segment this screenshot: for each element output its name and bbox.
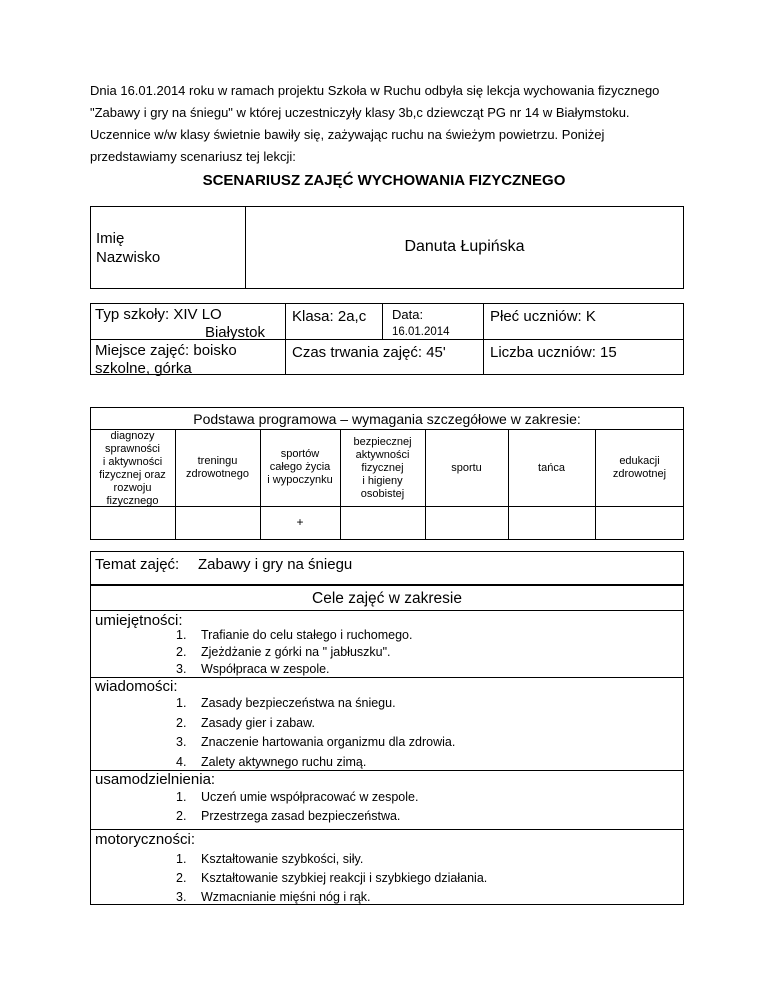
list-item: 2. Przestrzega zasad bezpieczeństwa.	[176, 807, 418, 826]
intro-paragraph	[90, 80, 690, 168]
col-text: rozwoju	[113, 482, 152, 494]
list-item: 3. Współpraca w zespole.	[176, 662, 330, 676]
list-item: 3. Znaczenie hartowania organizmu dla zdrowia.	[176, 733, 455, 753]
list-item: 1. Uczeń umie współpracować w zespole.	[176, 788, 418, 807]
col-text: i aktywności	[102, 456, 163, 468]
list-item: 2. Kształtowanie szybkiej reakcji i szybkiego działania.	[176, 869, 487, 888]
item-text: Zjeżdżanie z górki na " jabłuszku".	[201, 645, 391, 659]
curriculum-col-sport	[425, 462, 508, 475]
skills-list	[176, 627, 412, 678]
independence-list	[176, 788, 418, 826]
col-text: sportu	[451, 462, 482, 474]
teacher-label-last: Nazwisko	[96, 249, 161, 266]
intro-line: "Zabawy i gry na śniegu" w której uczestniczyły klasy 3b,c dziewcząt PG nr 14 w Białymstoku.	[90, 105, 630, 120]
curriculum-col-diagnosis	[90, 430, 175, 508]
curriculum-col-health-education	[595, 455, 684, 481]
curriculum-col-lifelong-sports	[260, 448, 340, 487]
col-text: treningu	[197, 455, 238, 467]
date-label: Data:	[392, 307, 424, 322]
list-item: 3. Wzmacnianie mięśni nóg i rąk.	[176, 888, 487, 907]
independence-label: usamodzielnienia:	[95, 771, 216, 788]
intro-line: przedstawiamy scenariusz tej lekcji:	[90, 149, 296, 164]
col-text: sportów	[280, 448, 320, 460]
table-divider	[382, 303, 383, 339]
curriculum-mark: +	[296, 515, 304, 529]
col-text: fizycznej	[361, 462, 404, 474]
col-text: fizycznego	[106, 495, 159, 507]
duration: Czas trwania zajęć: 45'	[292, 344, 446, 361]
school-city: Białystok	[204, 324, 265, 341]
col-text: tańca	[538, 462, 565, 474]
list-item: 2. Zjeżdżanie z górki na " jabłuszku".	[176, 645, 391, 659]
col-text: aktywności	[355, 449, 410, 461]
col-text: sprawności	[104, 443, 161, 455]
table-divider	[595, 429, 596, 540]
student-gender: Płeć uczniów: K	[490, 308, 596, 325]
table-divider	[175, 429, 176, 540]
item-text: Kształtowanie szybkiej reakcji i szybkiego działania.	[201, 871, 488, 885]
curriculum-header: Podstawa programowa – wymagania szczegółowe w zakresie:	[193, 411, 581, 427]
topic-label: Temat zajęć:	[95, 556, 180, 573]
knowledge-label: wiadomości:	[95, 678, 178, 695]
list-item: 2. Zasady gier i zabaw.	[176, 714, 455, 734]
col-text: bezpiecznej	[353, 436, 412, 448]
col-text: fizycznej oraz	[99, 469, 166, 481]
teacher-label-first: Imię	[96, 230, 125, 247]
motor-label: motoryczności:	[95, 831, 196, 848]
curriculum-col-health-training	[175, 455, 260, 481]
place: Miejsce zajęć: boisko	[95, 342, 237, 359]
col-text: zdrowotnego	[186, 468, 249, 480]
list-item: 1. Trafianie do celu stałego i ruchomego.	[176, 628, 413, 642]
col-text: osobistej	[360, 488, 405, 500]
school-type: Typ szkoły: XIV LO	[95, 306, 222, 323]
topic-value: Zabawy i gry na śniegu	[198, 556, 353, 573]
place-detail: szkolne, górka	[95, 360, 192, 377]
goals-header: Cele zajęć w zakresie	[312, 590, 462, 607]
table-divider	[90, 610, 684, 611]
teacher-name: Danuta Łupińska	[404, 238, 525, 255]
curriculum-col-safe-activity	[340, 436, 425, 501]
item-text: Przestrzega zasad bezpieczeństwa.	[201, 809, 401, 823]
date-value: 16.01.2014	[392, 326, 450, 338]
list-item: 1. Zasady bezpieczeństwa na śniegu.	[176, 694, 455, 714]
document-title: SCENARIUSZ ZAJĘĆ WYCHOWANIA FIZYCZNEGO	[202, 172, 566, 189]
list-item: 1. Kształtowanie szybkości, siły.	[176, 850, 487, 869]
item-text: Zasady gier i zabaw.	[201, 715, 315, 730]
col-text: i wypoczynku	[267, 474, 333, 486]
col-text: edukacji	[619, 455, 660, 467]
table-divider	[508, 429, 509, 540]
intro-line: Dnia 16.01.2014 roku w ramach projektu Szkoła w Ruchu odbyła się lekcja wychowania fizycznego	[90, 83, 660, 98]
item-text: Zalety aktywnego ruchu zimą.	[201, 754, 367, 769]
curriculum-col-dance	[508, 462, 595, 475]
col-text: całego życia	[269, 461, 331, 473]
class-label: Klasa: 2a,c	[292, 308, 367, 325]
table-divider	[425, 429, 426, 540]
col-text: diagnozy	[110, 430, 155, 442]
student-count: Liczba uczniów: 15	[490, 344, 617, 361]
list-item: 4. Zalety aktywnego ruchu zimą.	[176, 753, 455, 773]
table-divider	[90, 829, 684, 830]
col-text: zdrowotnej	[612, 468, 667, 480]
item-text: Trafianie do celu stałego i ruchomego.	[201, 628, 413, 642]
intro-line: Uczennice w/w klasy świetnie bawiły się, zażywając ruchu na świeżym powietrzu. Poniżej	[90, 127, 605, 142]
item-text: Kształtowanie szybkości, siły.	[201, 852, 364, 866]
item-text: Współpraca w zespole.	[201, 662, 330, 676]
item-text: Uczeń umie współpracować w zespole.	[201, 790, 419, 804]
item-text: Wzmacnianie mięśni nóg i rąk.	[201, 890, 371, 904]
col-text: i higieny	[362, 475, 403, 487]
skills-label: umiejętności:	[95, 612, 183, 629]
item-text: Zasady bezpieczeństwa na śniegu.	[201, 696, 396, 710]
item-text: Znaczenie hartowania organizmu dla zdrowia.	[201, 735, 456, 749]
knowledge-list	[176, 694, 455, 772]
motor-list	[176, 850, 487, 907]
